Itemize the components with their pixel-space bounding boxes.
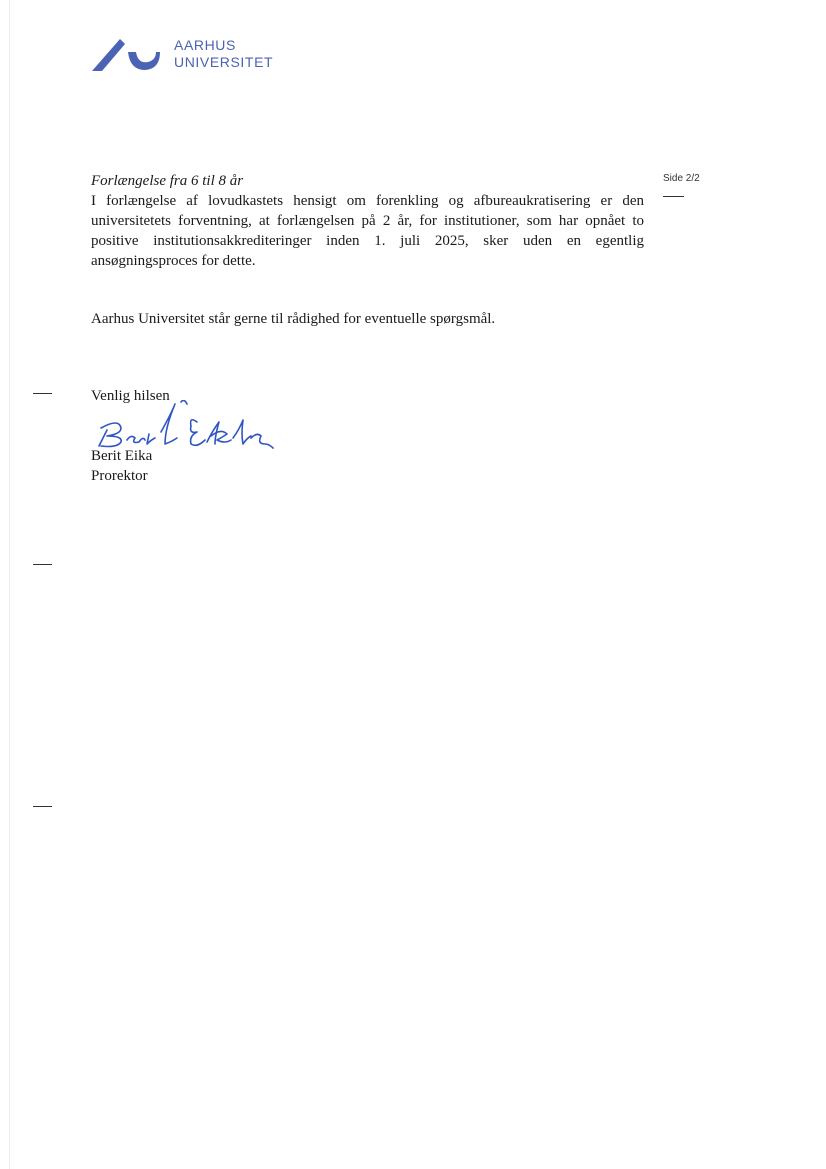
- greeting: Venlig hilsen: [91, 388, 170, 404]
- section-heading: Forlængelse fra 6 til 8 år: [91, 173, 244, 189]
- page-edge: [9, 0, 10, 1169]
- letter-body: [91, 171, 644, 329]
- fold-mark: [33, 564, 52, 565]
- logo-line-2: UNIVERSITET: [174, 54, 274, 70]
- university-logo: [90, 36, 273, 72]
- logo-line-1: AARHUS: [174, 37, 236, 53]
- page-number-rule: [663, 196, 684, 197]
- signer-title: Prorektor: [91, 468, 148, 484]
- closing-statement: Aarhus Universitet står gerne til rådighed for eventuelle spørgsmål.: [91, 311, 496, 327]
- section-paragraph: I forlængelse af lovudkastets hensigt om forenkling og afbureaukratisering er den universitetets forventning, at forlængelsen på 2 år, for institutioner, som har opnået to positive institutionsakkrediteringer inden 1. juli 2025, sker uden en egentlig ansøgningsproces for dette.: [91, 193, 644, 269]
- handwritten-signature-icon: [93, 400, 278, 461]
- page-number: Side 2/2: [663, 173, 700, 184]
- au-logo-icon: [90, 36, 160, 72]
- logo-wordmark: [174, 37, 273, 71]
- fold-mark: [33, 393, 52, 394]
- signer-name: Berit Eika: [91, 448, 153, 464]
- fold-mark: [33, 806, 52, 807]
